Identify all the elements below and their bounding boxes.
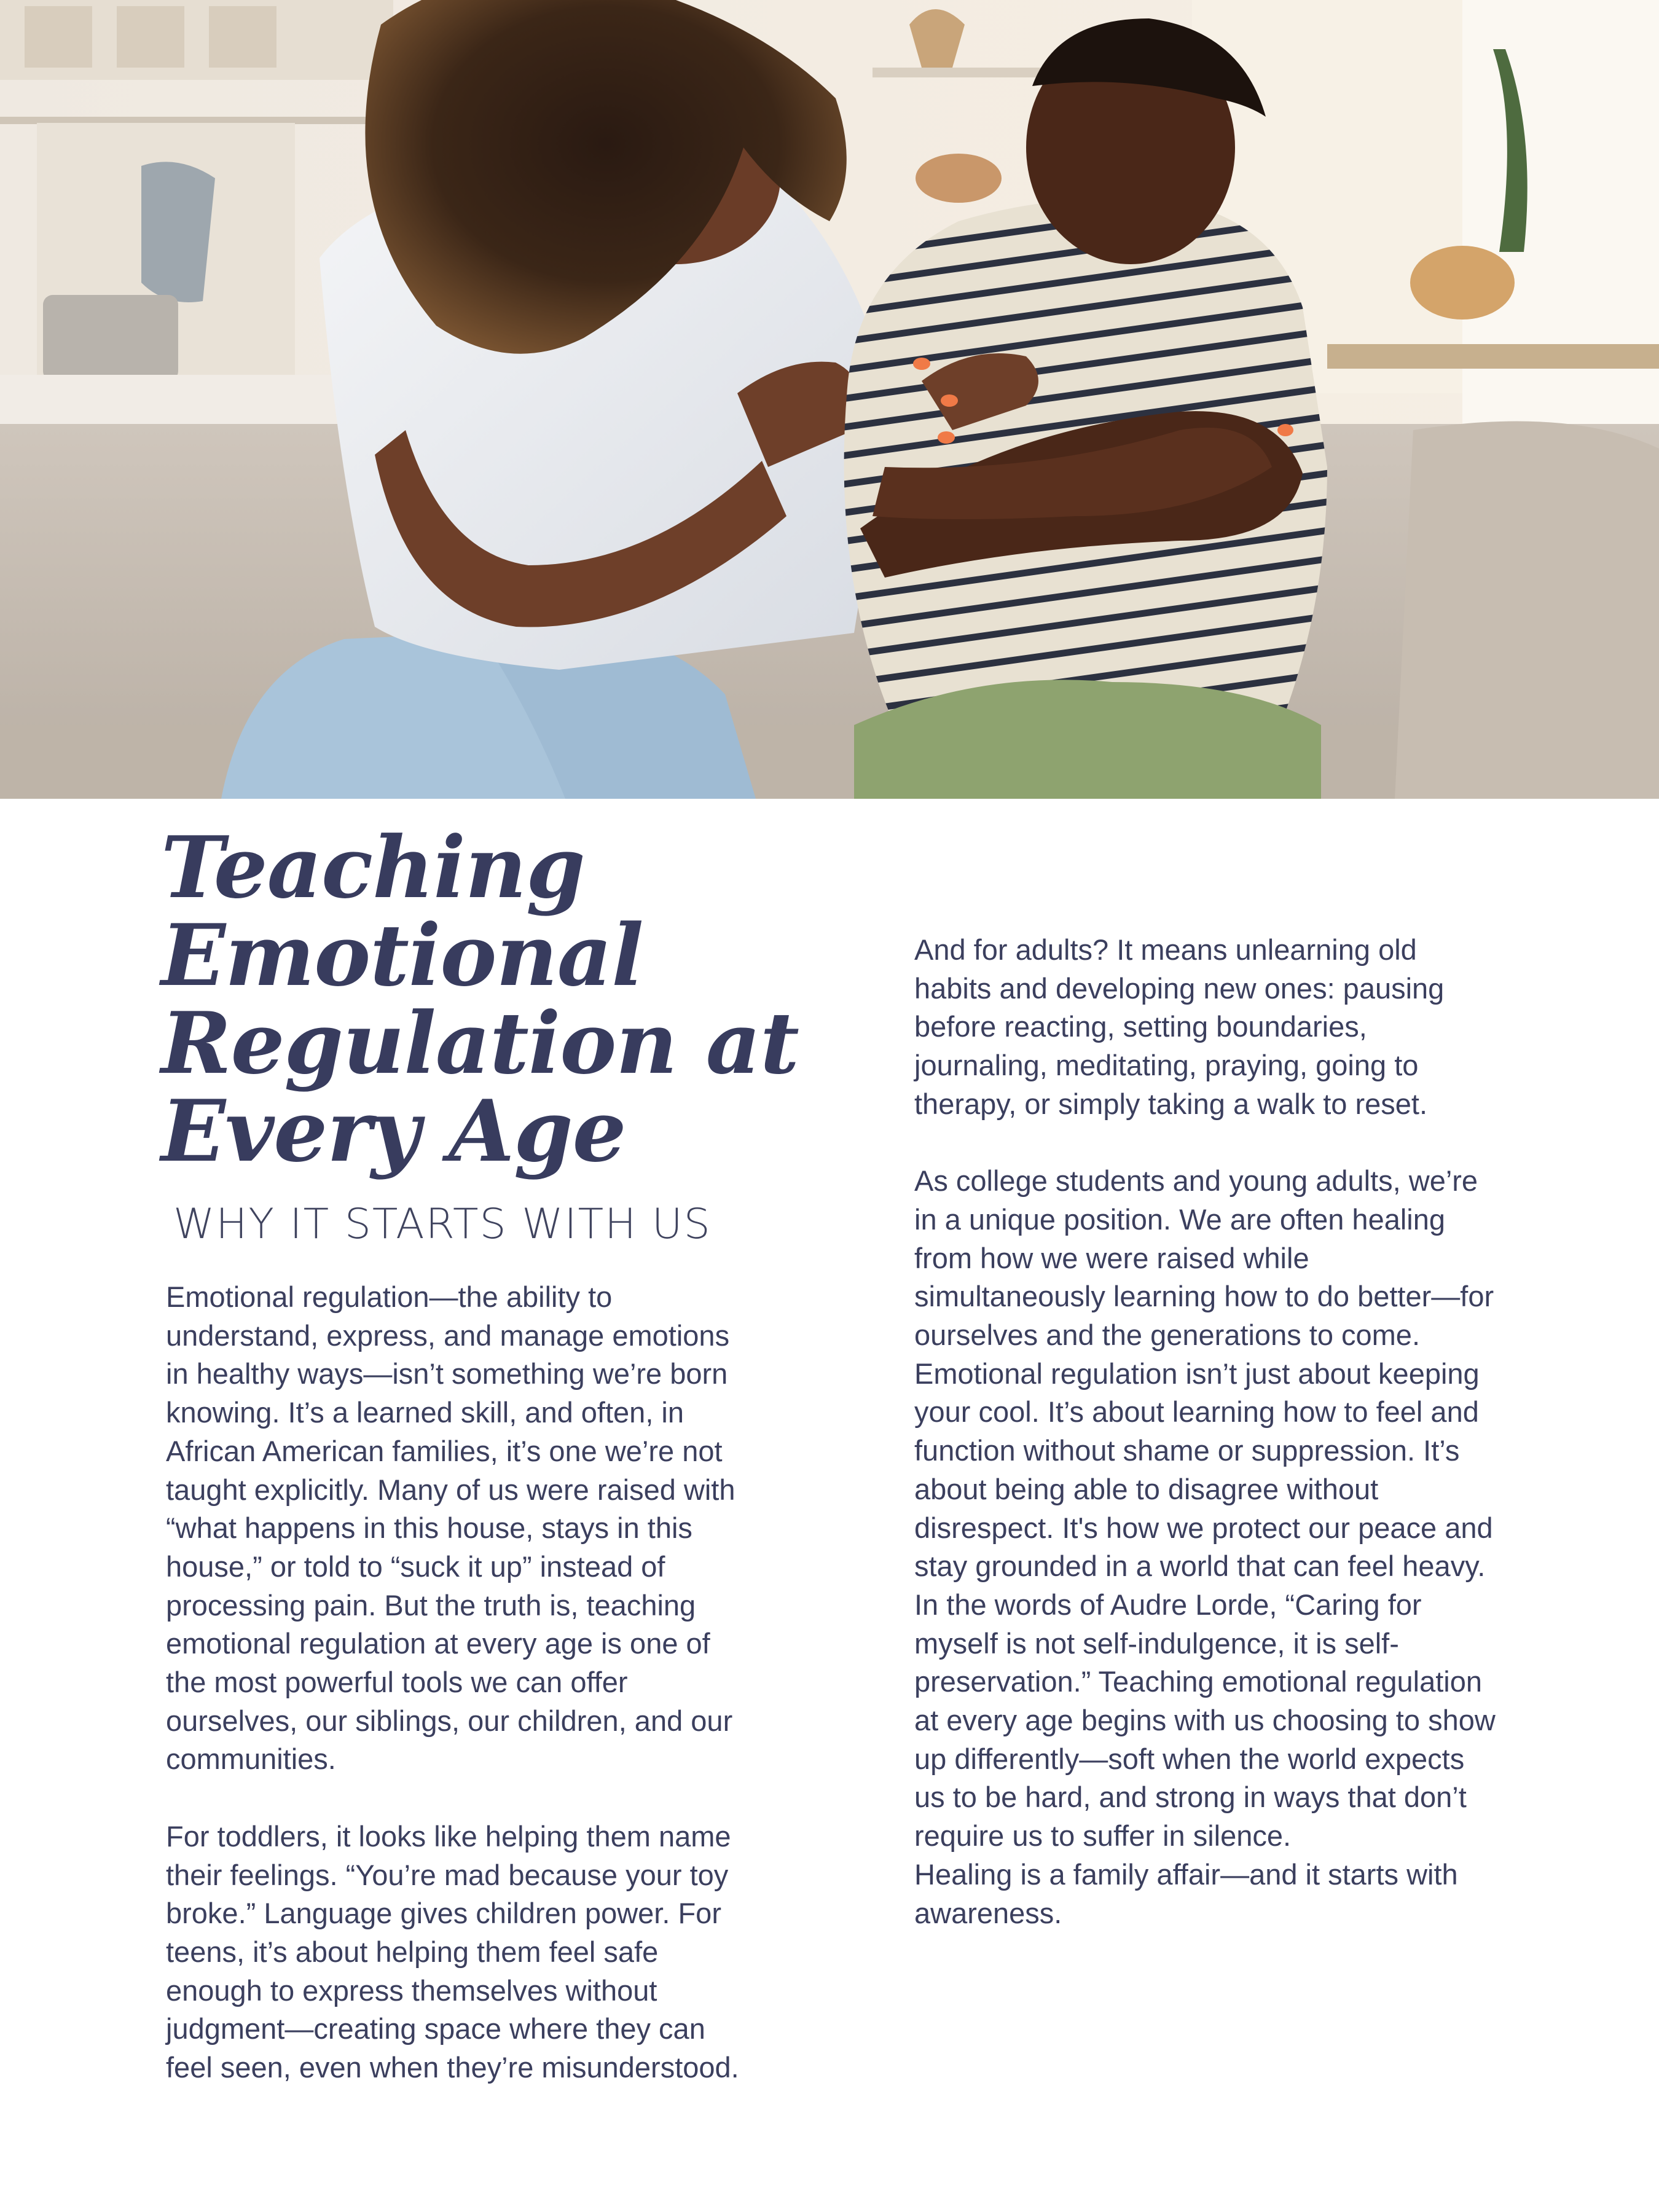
- paragraph-toddlers-teens: For toddlers, it looks like helping them name their feelings. “You’re mad because your toy broke.” Language gives children power. For teens, it’s about helping them feel safe enough to express themselves without judgment—creating space where they can feel seen, even when they’re misunderstood.: [166, 1819, 739, 2084]
- paragraph-closing: Healing is a family affair—and it starts with awareness.: [914, 1857, 1458, 1929]
- article-subtitle: WHY IT STARTS WITH US: [173, 1200, 712, 1249]
- left-column: [166, 1278, 793, 2087]
- article-title: Teaching Emotional Regulation at Every Age: [161, 817, 799, 1181]
- hero-illustration: [0, 0, 1659, 799]
- right-column: [914, 931, 1541, 1932]
- paragraph-young-adults: As college students and young adults, we’re in a unique position. We are often healing from how we were raised while simultaneously learning how to do better—for ourselves and the generations to come. Emotional regulation isn’t just about keeping your cool. It’s about learning how to feel and function without shame or suppression. It’s about being able to disagree without disrespect. It's how we protect our peace and stay grounded in a world that can feel heavy. In the words of Audre Lorde, “Caring for myself is not self-indulgence, it is self- preservation.” Teaching emotional regulation at every age begins with us choosing to show up differently—soft when the world expects us to be hard, and strong in ways that don’t require us to suffer in silence.: [914, 1164, 1496, 1853]
- hero-photo: [0, 0, 1659, 799]
- paragraph-intro: Emotional regulation—the ability to understand, express, and manage emotions in healthy ways—isn’t something we’re born knowing. It’s a learned skill, and often, in African American families, it’s one we’re not taught explicitly. Many of us were raised with “what happens in this house, stays in this house,” or told to “suck it up” instead of processing pain. But the truth is, teaching emotional regulation at every age is one of the most powerful tools we can offer ourselves, our siblings, our children, and our communities.: [166, 1281, 735, 1776]
- paragraph-adults: And for adults? It means unlearning old habits and developing new ones: pausing before reacting, setting boundaries, journaling, meditating, praying, going to therapy, or simply taking a walk to reset.: [914, 933, 1445, 1120]
